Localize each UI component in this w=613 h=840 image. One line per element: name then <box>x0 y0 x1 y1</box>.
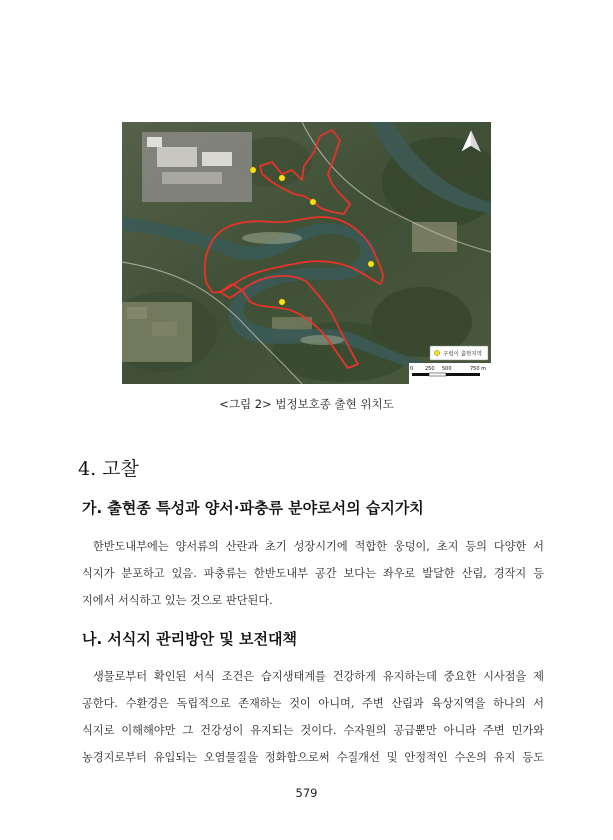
paragraph-line: 식지가 분포하고 있음. 파충류는 한반도내부 공간 보다는 좌우로 발달한 산림, 경작지 등 <box>82 567 544 580</box>
paragraph-line: 한반도내부에는 양서류의 산란과 초기 성장시기에 적합한 웅덩이, 초지 등의 다양한 서 <box>93 540 544 553</box>
figure-caption: <그림 2> 법정보호종 출현 위치도 <box>219 397 394 411</box>
page-number: 579 <box>295 786 318 800</box>
scale-tick-label: 750 m <box>470 366 487 372</box>
subsection-heading-2: 나. 서식지 관리방안 및 보전대책 <box>82 630 297 648</box>
scale-tick-label: 0 <box>410 366 414 372</box>
scale-tick-label: 500 <box>442 366 452 372</box>
section-heading: 4. 고찰 <box>78 458 139 480</box>
paragraph-line: 지에서 서식하고 있는 것으로 판단된다. <box>82 594 273 607</box>
subsection-heading-1: 가. 출현종 특성과 양서·파충류 분야로서의 습지가치 <box>82 499 424 517</box>
sighting-marker <box>250 167 256 173</box>
sighting-marker <box>279 175 285 181</box>
satellite-image <box>122 122 491 384</box>
paragraph-line: 농경지로부터 유입되는 오염물질을 정화함으로써 수질개선 및 안정적인 수온의 유지 등도 <box>82 751 544 764</box>
paragraph-line: 생물로부터 확인된 서식 조건은 습지생태계를 건강하게 유지하는데 중요한 시사점을 제 <box>93 670 544 683</box>
sighting-marker <box>368 261 374 267</box>
location-map <box>122 122 491 384</box>
paragraph-line: 공한다. 수환경은 독립적으로 존재하는 것이 아니며, 주변 산림과 육상지역을 하나의 서 <box>82 697 544 710</box>
scale-tick-label: 250 <box>425 366 435 372</box>
legend-label: 구렁이 출현지역 <box>443 351 482 358</box>
scale-bar <box>409 363 491 384</box>
sighting-marker <box>310 199 316 205</box>
sighting-marker <box>279 299 285 305</box>
paragraph-2 <box>82 663 544 771</box>
paragraph-line: 식지로 이해해야만 그 건강성이 유지되는 것이다. 수자원의 공급뿐만 아니라 주변 민가와 <box>82 724 544 737</box>
paragraph-1 <box>82 533 544 614</box>
map-legend <box>430 346 488 360</box>
